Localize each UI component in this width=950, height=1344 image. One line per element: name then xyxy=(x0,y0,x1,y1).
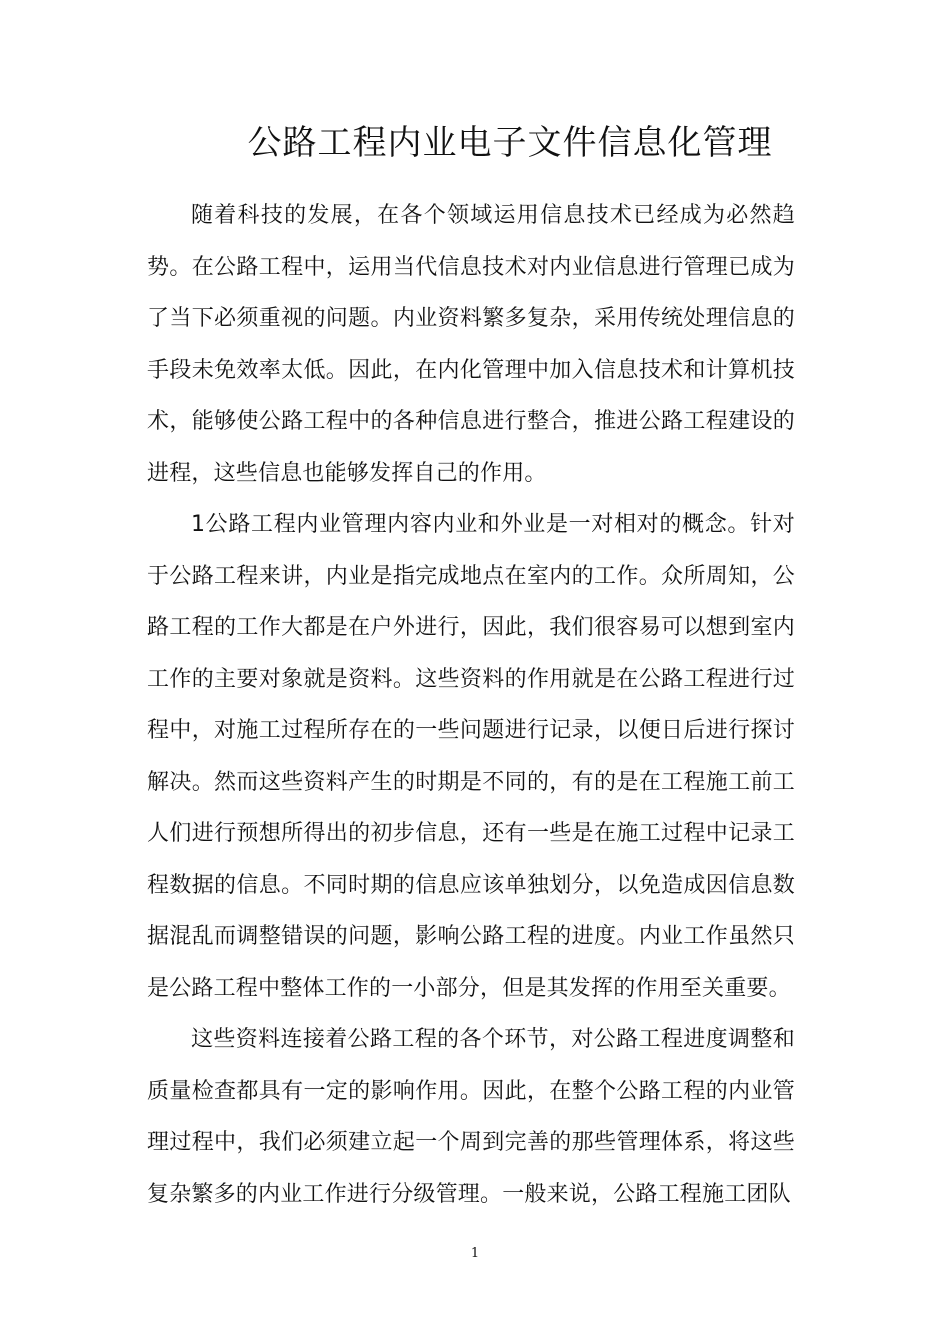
page-title: 公路工程内业电子文件信息化管理 xyxy=(247,123,773,163)
paragraph-continued: 这些资料连接着公路工程的各个环节，对公路工程进度调整和质量检查都具有一定的影响作用。因此，在整个公路工程的内业管理过程中，我们必须建立起一个周到完善的那些管理体系，将这些复杂繁多的内业工作进行分级管理。一般来说，公路工程施工团队 xyxy=(147,1027,795,1207)
page-number: 1 xyxy=(470,1246,480,1261)
paragraph-section-1: 1公路工程内业管理内容内业和外业是一对相对的概念。针对于公路工程来讲，内业是指完成地点在室内的工作。众所周知，公路工程的工作大都是在户外进行，因此，我们很容易可以想到室内工作的主要对象就是资料。这些资料的作用就是在公路工程进行过程中，对施工过程所存在的一些问题进行记录，以便日后进行探讨解决。然而这些资料产生的时期是不同的，有的是在工程施工前工人们进行预想所得出的初步信息，还有一些是在施工过程中记录工程数据的信息。不同时期的信息应该单独划分，以免造成因信息数据混乱而调整错误的问题，影响公路工程的进度。内业工作虽然只是公路工程中整体工作的一小部分，但是其发挥的作用至关重要。 xyxy=(147,512,795,1001)
paragraph-intro: 随着科技的发展，在各个领域运用信息技术已经成为必然趋势。在公路工程中，运用当代信息技术对内业信息进行管理已成为了当下必须重视的问题。内业资料繁多复杂，采用传统处理信息的手段未免效率太低。因此，在内化管理中加入信息技术和计算机技术，能够使公路工程中的各种信息进行整合，推进公路工程建设的进程，这些信息也能够发挥自己的作用。 xyxy=(147,203,795,486)
document-body xyxy=(147,190,795,1220)
